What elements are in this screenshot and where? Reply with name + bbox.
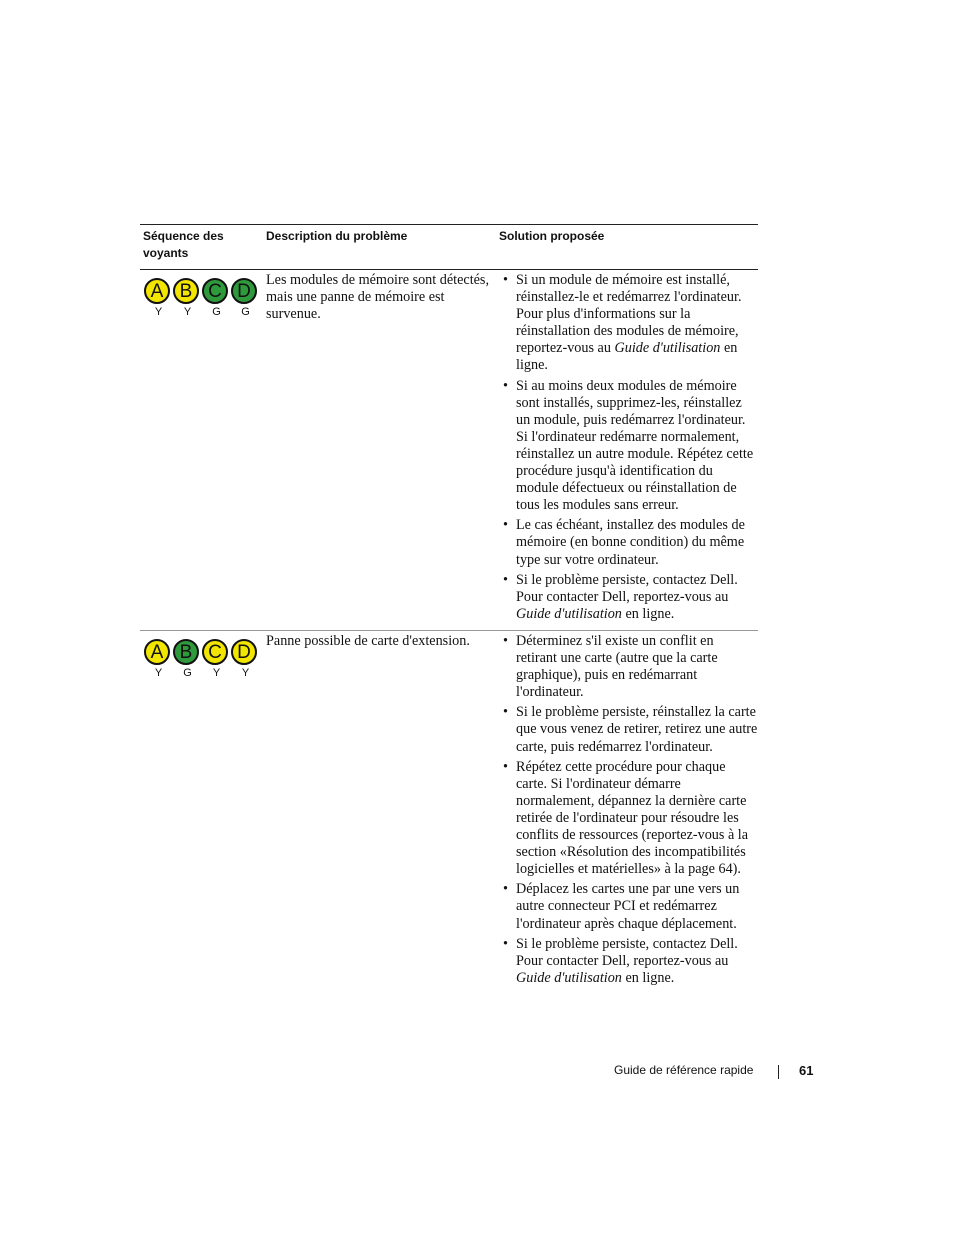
page-number: 61 xyxy=(799,1063,814,1078)
header-sequence-line2: voyants xyxy=(143,246,189,260)
led-sequence xyxy=(140,270,266,630)
solution-item: • Si le problème persiste, réinstallez la carte que vous venez de retirer, retirez une autre carte, puis redémarrez l'ordinateur. xyxy=(499,704,758,755)
solution-item: • Le cas échéant, installez des modules de mémoire (en bonne condition) du même type sur votre ordinateur. xyxy=(499,517,758,568)
led-code: G xyxy=(241,306,250,318)
problem-description: Les modules de mémoire sont détectés, mais une panne de mémoire est survenue. xyxy=(266,272,489,323)
led-sequence xyxy=(140,631,266,991)
led-a-icon: A xyxy=(144,278,170,304)
led-code: G xyxy=(212,306,221,318)
led-code: Y xyxy=(154,306,163,318)
header-sequence xyxy=(140,228,266,269)
table-header xyxy=(140,225,758,270)
proposed-solutions xyxy=(499,270,758,630)
led-a-icon: A xyxy=(144,639,170,665)
header-solution: Solution proposée xyxy=(499,229,605,243)
led-code: Y xyxy=(154,667,163,679)
led-indicators xyxy=(143,639,266,665)
led-code: G xyxy=(183,667,192,679)
led-troubleshooting-table xyxy=(140,224,758,991)
led-code: Y xyxy=(241,667,250,679)
table-row xyxy=(140,270,758,631)
led-c-icon: C xyxy=(202,639,228,665)
solution-item: • Si le problème persiste, contactez Dell. Pour contacter Dell, reportez-vous au Guide d'utilisation en ligne. xyxy=(499,936,758,987)
solution-item: • Déterminez s'il existe un conflit en retirant une carte (autre que la carte graphique), puis en redémarrant l'ordinateur. xyxy=(499,633,758,701)
solution-item: • Si un module de mémoire est installé, réinstallez-le et redémarrez l'ordinateur. Pour plus d'informations sur la réinstallation des modules de mémoire, reportez-vous au Guide d'utilisation en ligne. xyxy=(499,272,758,375)
led-d-icon: D xyxy=(231,639,257,665)
led-b-icon: B xyxy=(173,278,199,304)
header-sequence-line1: Séquence des xyxy=(143,229,224,243)
footer-title: Guide de référence rapide xyxy=(614,1063,754,1077)
led-indicators xyxy=(143,278,266,304)
solution-item: • Déplacez les cartes une par une vers un autre connecteur PCI et redémarrez l'ordinateur après chaque déplacement. xyxy=(499,881,758,932)
solution-item: • Répétez cette procédure pour chaque carte. Si l'ordinateur démarre normalement, dépannez la dernière carte retirée de l'ordinateur pour résoudre les conflits de ressources (reportez-vous à la section «Résolution des incompatibilités logicielles et matérielles» à la page 64). xyxy=(499,759,758,879)
solution-item: • Si au moins deux modules de mémoire sont installés, supprimez-les, réinstallez un module, puis redémarrez l'ordinateur. Si l'ordinateur redémarre normalement, réinstallez un autre module. Répétez cette procédure jusqu'à identification du module défectueux ou réinstallation de tous les modules sans erreur. xyxy=(499,378,758,515)
led-c-icon: C xyxy=(202,278,228,304)
led-b-icon: B xyxy=(173,639,199,665)
problem-description: Panne possible de carte d'extension. xyxy=(266,633,470,649)
led-d-icon: D xyxy=(231,278,257,304)
footer-separator xyxy=(778,1065,779,1079)
led-color-codes xyxy=(143,667,266,679)
led-code: Y xyxy=(183,306,192,318)
solution-item: • Si le problème persiste, contactez Dell. Pour contacter Dell, reportez-vous au Guide d'utilisation en ligne. xyxy=(499,572,758,623)
proposed-solutions xyxy=(499,631,758,991)
table-row xyxy=(140,631,758,991)
led-code: Y xyxy=(212,667,221,679)
led-color-codes xyxy=(143,306,266,318)
header-description: Description du problème xyxy=(266,229,408,243)
